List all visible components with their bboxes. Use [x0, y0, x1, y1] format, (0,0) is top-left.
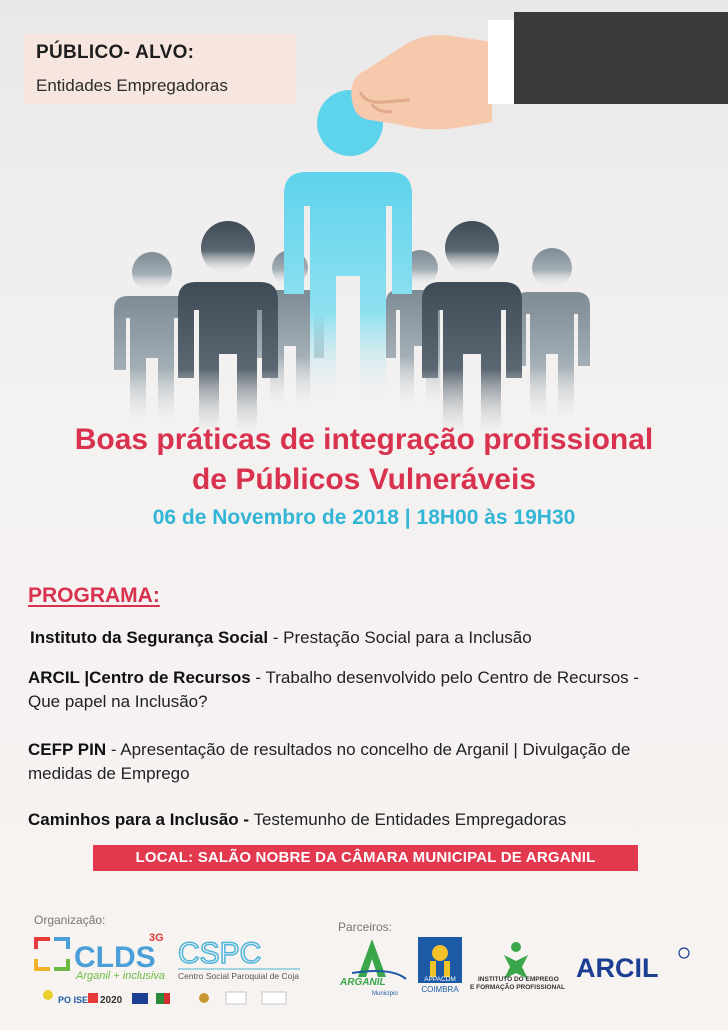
poise-logo: PO ISE: [58, 995, 89, 1005]
clds-small-logo: [262, 992, 286, 1004]
location-banner: LOCAL: SALÃO NOBRE DA CÂMARA MUNICIPAL DE ARGANIL: [93, 845, 638, 871]
appacdm-logo: [418, 937, 462, 994]
emblem-icon: [199, 993, 209, 1003]
clds-logo-tagline: Arganil + inclusiva: [76, 970, 165, 982]
sponsor-strip: [43, 990, 286, 1006]
eu-flag-icon: [132, 993, 148, 1004]
portugal2020-logo: 2020: [100, 995, 123, 1006]
program-item-topic: - Apresentação de resultados no concelho de Arganil | Divulgação de medidas de Emprego: [28, 740, 631, 783]
program-item-topic: Testemunho de Entidades Empregadoras: [249, 810, 567, 829]
target-audience-box: [24, 34, 296, 104]
target-audience-text: Entidades Empregadoras: [36, 76, 228, 95]
clds-logo-name: CLDS: [74, 941, 156, 974]
cspc-logo-tagline: Centro Social Paroquial de Coja: [178, 971, 299, 981]
cspc-logo-name: CSPC: [178, 937, 262, 970]
program-item-speaker: CEFP PIN: [28, 740, 107, 759]
appacdm-logo-name: APPACDM: [424, 976, 456, 983]
arcil-logo-name: ARCIL: [576, 953, 659, 983]
hand-icon: [351, 12, 728, 129]
event-title-line-2: de Públicos Vulneráveis: [191, 463, 537, 496]
target-audience-title: PÚBLICO- ALVO:: [36, 42, 195, 63]
iss-logo: [226, 992, 246, 1004]
arganil-logo-sub: Município: [372, 991, 398, 997]
clds-logo-suffix: 3G: [149, 932, 164, 944]
program-item-speaker: ARCIL |Centro de Recursos: [28, 668, 251, 687]
program-item-speaker: Caminhos para a Inclusão -: [28, 810, 250, 829]
partners-label: Parceiros:: [338, 920, 393, 934]
program-heading: PROGRAMA:: [28, 584, 160, 607]
footer-logos: [0, 925, 728, 1030]
iefp-logo: [470, 942, 565, 991]
organization-label: Organização:: [34, 913, 106, 927]
program-item-topic: - Trabalho desenvolvido pelo Centro de Recursos - Que papel na Inclusão?: [28, 668, 640, 711]
event-title-line-1: Boas práticas de integração profissional: [74, 423, 654, 456]
program-item-speaker: Instituto da Segurança Social: [30, 628, 269, 647]
program-item: [28, 666, 668, 714]
iefp-logo-line-1: INSTITUTO DO EMPREGO: [478, 976, 559, 983]
arganil-logo: [339, 939, 406, 997]
program-item: [28, 808, 668, 832]
event-date: 06 de Novembro de 2018 | 18H00 às 19H30: [152, 506, 576, 529]
arcil-logo: [576, 948, 689, 983]
clds-logo: [36, 932, 165, 982]
arganil-logo-name: ARGANIL: [340, 977, 386, 988]
cspc-logo: [178, 937, 300, 981]
person-figure-far-right: [514, 248, 590, 424]
event-title: [0, 420, 728, 500]
program-item-topic: - Prestação Social para a Inclusão: [268, 628, 532, 647]
program-item: [28, 738, 668, 786]
person-figure-dark-left: [178, 221, 278, 430]
program-item: [30, 626, 670, 650]
iefp-logo-line-2: E FORMAÇÃO PROFISSIONAL: [470, 984, 565, 991]
appacdm-logo-sub: COIMBRA: [421, 985, 459, 994]
